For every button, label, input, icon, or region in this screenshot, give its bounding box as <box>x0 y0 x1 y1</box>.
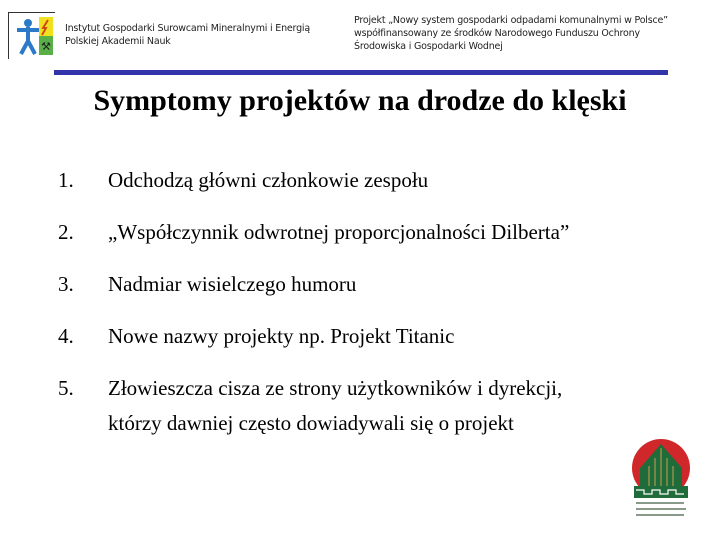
institute-line-2: Polskiej Akademii Nauk <box>65 36 171 47</box>
project-line-3: Środowiska i Gospodarki Wodnej <box>354 41 503 52</box>
item-text: „Współczynnik odwrotnej proporcjonalności Dilberta” <box>108 220 570 244</box>
item-number: 2. <box>58 220 74 244</box>
header-divider <box>54 70 668 75</box>
nfosigw-logo-icon <box>628 438 694 534</box>
institute-name <box>65 22 310 48</box>
item-text: Odchodzą główni członkowie zespołu <box>108 168 429 192</box>
svg-text:⚒: ⚒ <box>41 40 51 53</box>
institute-line-1: Instytut Gospodarki Surowcami Mineralnymi i Energią <box>65 23 310 34</box>
item-continuation: którzy dawniej często dowiadywali się o projekt <box>108 411 514 435</box>
project-line-2: współfinansowany ze środków Narodowego Funduszu Ochrony <box>354 28 640 39</box>
igsmie-pan-logo-icon <box>15 17 55 57</box>
item-text: Złowieszcza cisza ze strony użytkowników i dyrekcji, <box>108 376 563 400</box>
item-number: 3. <box>58 272 74 296</box>
project-line-1: Projekt „Nowy system gospodarki odpadami komunalnymi w Polsce” <box>354 15 668 26</box>
fund-logo <box>628 438 694 534</box>
item-number: 1. <box>58 168 74 192</box>
slide-title: Symptomy projektów na drodze do klęski <box>93 84 627 117</box>
item-number: 5. <box>58 376 74 400</box>
item-number: 4. <box>58 324 74 348</box>
item-text: Nadmiar wisielczego humoru <box>108 272 357 296</box>
institute-logo <box>8 12 55 59</box>
item-text: Nowe nazwy projekty np. Projekt Titanic <box>108 324 455 348</box>
project-info <box>354 14 714 53</box>
